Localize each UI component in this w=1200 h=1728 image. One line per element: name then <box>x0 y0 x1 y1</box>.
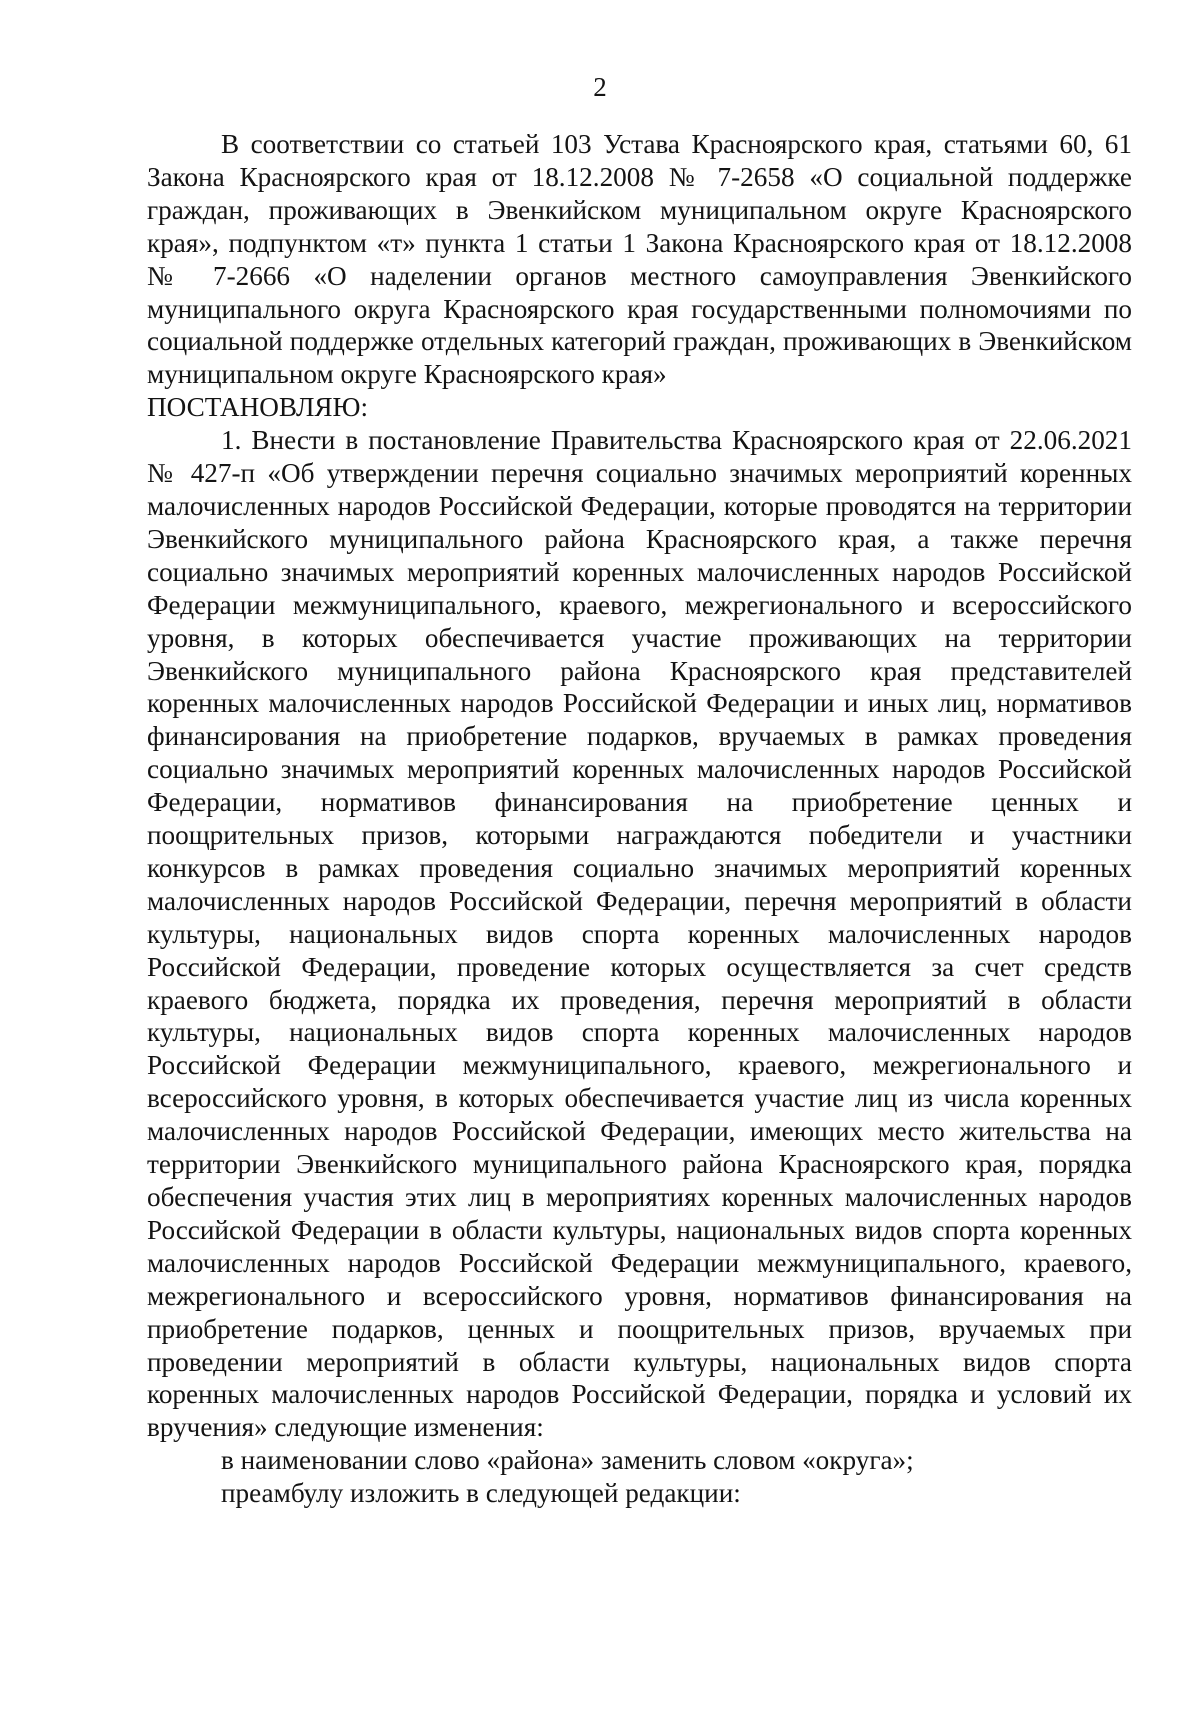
preamble-paragraph: В соответствии со статьей 103 Устава Красноярского края, статьями 60, 61 Закона Красноярского края от 18.12.2008 № 7-2658 «О социальной поддержке граждан, проживающих в Эвенкийском муниципальном округе Красноярского края», подпунктом «т» пункта 1 статьи 1 Закона Красноярского края от 18.12.2008 № 7-2666 «О наделении органов местного самоуправления Эвенкийского муниципального округа Красноярского края государственными полномочиями по социальной поддержке отдельных категорий граждан, проживающих в Эвенкийском муниципальном округе Красноярского края» <box>147 129 1132 390</box>
page-number: 2 <box>593 72 607 102</box>
item-1-paragraph: 1. Внести в постановление Правительства Красноярского края от 22.06.2021 № 427-п «Об утверждении перечня социально значимых мероприятий коренных малочисленных народов Российской Федерации, которые проводятся на территории Эвенкийского муниципального района Красноярского края, а также перечня социально значимых мероприятий коренных малочисленных народов Российской Федерации межмуниципального, краевого, межрегионального и всероссийского уровня, в которых обеспечивается участие проживающих на территории Эвенкийского муниципального района Красноярского края представителей коренных малочисленных народов Российской Федерации и иных лиц, нормативов финансирования на приобретение подарков, вручаемых в рамках проведения социально значимых мероприятий коренных малочисленных народов Российской Федерации, нормативов финансирования на приобретение ценных и поощрительных призов, которыми награждаются победители и участники конкурсов в рамках проведения социально значимых мероприятий коренных малочисленных народов Российской Федерации, перечня мероприятий в области культуры, национальных видов спорта коренных малочисленных народов Российской Федерации, проведение которых осуществляется за счет средств краевого бюджета, порядка их проведения, перечня мероприятий в области культуры, национальных видов спорта коренных малочисленных народов Российской Федерации межмуниципального, краевого, межрегионального и всероссийского уровня, в которых обеспечивается участие лиц из числа коренных малочисленных народов Российской Федерации, имеющих место жительства на территории Эвенкийского муниципального района Красноярского края, порядка обеспечения участия этих лиц в мероприятиях коренных малочисленных народов Российской Федерации в области культуры, национальных видов спорта коренных малочисленных народов Российской Федерации межмуниципального, краевого, межрегионального и всероссийского уровня, нормативов финансирования на приобретение подарков, ценных и поощрительных призов, вручаемых при проведении мероприятий в области культуры, национальных видов спорта коренных малочисленных народов Российской Федерации, порядка и условий их вручения» следующие изменения: <box>147 425 1132 1443</box>
change-name-paragraph: в наименовании слово «района» заменить словом «округа»; <box>221 1445 914 1476</box>
change-preamble-paragraph: преамбулу изложить в следующей редакции: <box>221 1478 741 1509</box>
resolve-heading: ПОСТАНОВЛЯЮ: <box>147 392 369 423</box>
document-body <box>147 128 1132 1510</box>
